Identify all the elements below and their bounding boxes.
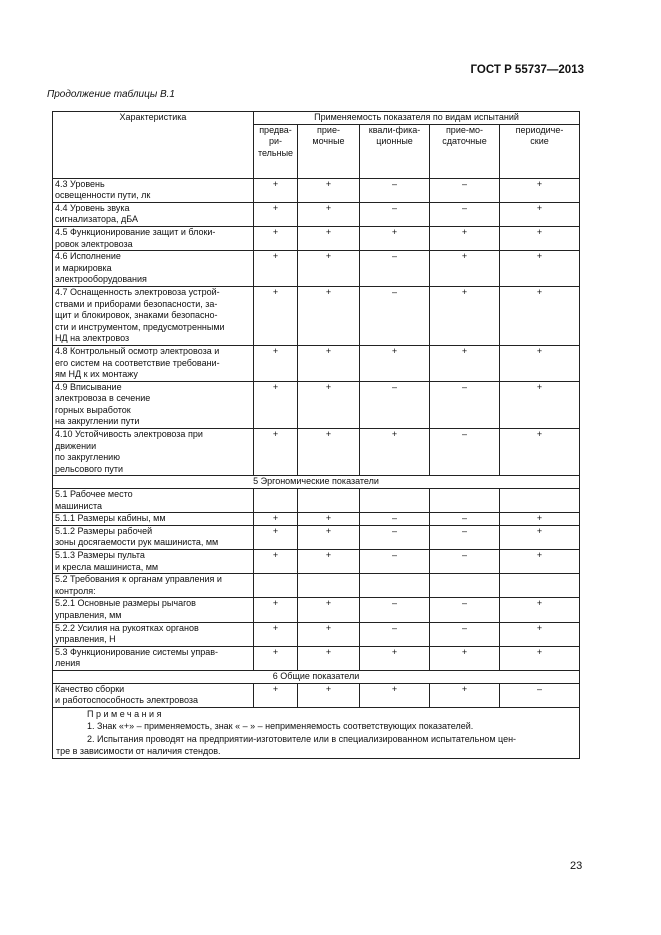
row-applicability-cell: – bbox=[430, 550, 500, 574]
table-row bbox=[53, 513, 580, 526]
row-applicability-cell: + bbox=[254, 251, 298, 287]
table-notes bbox=[53, 707, 580, 758]
row-applicability-cell: + bbox=[430, 683, 500, 707]
col-header-preliminary: предва- ри- тельные bbox=[254, 124, 298, 178]
row-applicability-cell bbox=[430, 574, 500, 598]
row-applicability-cell: + bbox=[360, 345, 430, 381]
row-applicability-cell: + bbox=[298, 622, 360, 646]
row-applicability-cell: + bbox=[500, 598, 580, 622]
row-applicability-cell: + bbox=[500, 251, 580, 287]
note-2-continued: тре в зависимости от наличия стендов. bbox=[56, 746, 221, 757]
row-applicability-cell: – bbox=[430, 202, 500, 226]
row-characteristic: 4.6 Исполнение и маркировка электрооборудования bbox=[53, 251, 254, 287]
row-applicability-cell: + bbox=[500, 429, 580, 476]
row-applicability-cell: + bbox=[298, 202, 360, 226]
notes-title: Примечания bbox=[87, 708, 164, 719]
row-applicability-cell: + bbox=[254, 286, 298, 345]
row-applicability-cell bbox=[500, 574, 580, 598]
row-applicability-cell: – bbox=[360, 178, 430, 202]
row-applicability-cell: – bbox=[360, 513, 430, 526]
table-row bbox=[53, 226, 580, 250]
row-applicability-cell: + bbox=[500, 513, 580, 526]
table-row bbox=[53, 598, 580, 622]
row-applicability-cell: + bbox=[254, 429, 298, 476]
row-characteristic: 4.4 Уровень звука сигнализатора, дБА bbox=[53, 202, 254, 226]
row-applicability-cell: + bbox=[360, 683, 430, 707]
row-characteristic: 5.1.3 Размеры пульта и кресла машиниста, мм bbox=[53, 550, 254, 574]
row-applicability-cell: + bbox=[430, 226, 500, 250]
row-characteristic: 5.2 Требования к органам управления и контроля: bbox=[53, 574, 254, 598]
row-applicability-cell: + bbox=[430, 251, 500, 287]
row-characteristic: 4.9 Вписывание электровоза в сечение горных выработок на закруглении пути bbox=[53, 381, 254, 428]
row-applicability-cell: + bbox=[500, 622, 580, 646]
row-applicability-cell: + bbox=[430, 646, 500, 670]
table-caption: Продолжение таблицы В.1 bbox=[47, 89, 175, 100]
row-characteristic: 5.1 Рабочее место машиниста bbox=[53, 489, 254, 513]
applicability-table bbox=[52, 111, 580, 759]
row-applicability-cell bbox=[298, 574, 360, 598]
row-applicability-cell bbox=[360, 574, 430, 598]
row-applicability-cell: – bbox=[360, 251, 430, 287]
row-applicability-cell: + bbox=[254, 345, 298, 381]
row-applicability-cell: + bbox=[254, 513, 298, 526]
row-applicability-cell: – bbox=[430, 525, 500, 549]
row-applicability-cell bbox=[254, 489, 298, 513]
row-applicability-cell: + bbox=[298, 429, 360, 476]
table-row bbox=[53, 251, 580, 287]
col-header-acceptance-delivery: прие-мо- сдаточные bbox=[430, 124, 500, 178]
row-applicability-cell bbox=[360, 489, 430, 513]
table-row bbox=[53, 646, 580, 670]
row-applicability-cell: + bbox=[298, 513, 360, 526]
row-applicability-cell: – bbox=[360, 622, 430, 646]
table-row bbox=[53, 286, 580, 345]
row-applicability-cell: + bbox=[298, 646, 360, 670]
row-applicability-cell: – bbox=[430, 622, 500, 646]
row-applicability-cell: – bbox=[430, 381, 500, 428]
table-row bbox=[53, 178, 580, 202]
row-applicability-cell: + bbox=[430, 345, 500, 381]
note-2: 2. Испытания проводят на предприятии-изготовителе или в специализированном испытательном цен- bbox=[87, 733, 517, 744]
row-applicability-cell: + bbox=[298, 525, 360, 549]
row-characteristic: Качество сборки и работоспособность электровоза bbox=[53, 683, 254, 707]
row-applicability-cell: + bbox=[298, 251, 360, 287]
section-heading: 6 Общие показатели bbox=[53, 670, 580, 683]
row-applicability-cell: + bbox=[360, 226, 430, 250]
row-applicability-cell: + bbox=[430, 286, 500, 345]
row-applicability-cell: – bbox=[360, 286, 430, 345]
notes-row bbox=[53, 707, 580, 758]
row-characteristic: 4.7 Оснащенность электровоза устрой- ствами и приборами безопасности, за- щит и блокировок, знаками безопасно- сти и инструментом, предусмотренными НД на электровоз bbox=[53, 286, 254, 345]
row-characteristic: 5.1.1 Размеры кабины, мм bbox=[53, 513, 254, 526]
row-applicability-cell bbox=[500, 489, 580, 513]
table-row bbox=[53, 489, 580, 513]
table-row bbox=[53, 550, 580, 574]
row-applicability-cell: + bbox=[254, 525, 298, 549]
row-applicability-cell: + bbox=[500, 202, 580, 226]
table-row bbox=[53, 429, 580, 476]
row-applicability-cell: + bbox=[298, 226, 360, 250]
row-applicability-cell: – bbox=[430, 178, 500, 202]
row-applicability-cell: + bbox=[360, 429, 430, 476]
row-characteristic: 5.1.2 Размеры рабочей зоны досягаемости рук машиниста, мм bbox=[53, 525, 254, 549]
page-number: 23 bbox=[570, 860, 583, 872]
row-applicability-cell bbox=[298, 489, 360, 513]
row-characteristic: 4.3 Уровень освещенности пути, лк bbox=[53, 178, 254, 202]
section-row bbox=[53, 476, 580, 489]
row-applicability-cell: + bbox=[500, 178, 580, 202]
row-applicability-cell: + bbox=[298, 345, 360, 381]
row-applicability-cell: – bbox=[360, 598, 430, 622]
row-applicability-cell: – bbox=[360, 550, 430, 574]
row-applicability-cell bbox=[254, 574, 298, 598]
row-applicability-cell: + bbox=[254, 381, 298, 428]
row-applicability-cell: + bbox=[360, 646, 430, 670]
col-header-qualification: квали-фика- ционные bbox=[360, 124, 430, 178]
row-characteristic: 4.8 Контрольный осмотр электровоза и его систем на соответствие требовани- ям НД к их монтажу bbox=[53, 345, 254, 381]
row-applicability-cell: – bbox=[430, 429, 500, 476]
col-header-applicability: Применяемость показателя по видам испытаний bbox=[254, 112, 580, 125]
row-applicability-cell: – bbox=[360, 525, 430, 549]
row-applicability-cell: + bbox=[500, 646, 580, 670]
row-characteristic: 5.2.1 Основные размеры рычагов управления, мм bbox=[53, 598, 254, 622]
row-applicability-cell: + bbox=[254, 178, 298, 202]
table-row bbox=[53, 622, 580, 646]
row-applicability-cell: + bbox=[298, 286, 360, 345]
row-applicability-cell: – bbox=[430, 598, 500, 622]
row-characteristic: 5.3 Функционирование системы управ- ления bbox=[53, 646, 254, 670]
section-heading: 5 Эргономические показатели bbox=[53, 476, 580, 489]
row-applicability-cell: + bbox=[254, 646, 298, 670]
row-applicability-cell: + bbox=[298, 598, 360, 622]
row-applicability-cell: + bbox=[254, 598, 298, 622]
table-row bbox=[53, 525, 580, 549]
table-row bbox=[53, 381, 580, 428]
row-characteristic: 4.10 Устойчивость электровоза при движении по закруглению рельсового пути bbox=[53, 429, 254, 476]
row-applicability-cell: – bbox=[430, 513, 500, 526]
row-applicability-cell: – bbox=[360, 381, 430, 428]
row-characteristic: 5.2.2 Усилия на рукоятках органов управления, Н bbox=[53, 622, 254, 646]
row-characteristic: 4.5 Функционирование защит и блоки- ровок электровоза bbox=[53, 226, 254, 250]
row-applicability-cell: – bbox=[360, 202, 430, 226]
row-applicability-cell: + bbox=[500, 286, 580, 345]
row-applicability-cell: + bbox=[298, 381, 360, 428]
col-header-characteristic: Характеристика bbox=[53, 112, 254, 179]
standard-number: ГОСТ Р 55737—2013 bbox=[470, 64, 584, 76]
table-row bbox=[53, 574, 580, 598]
row-applicability-cell bbox=[430, 489, 500, 513]
row-applicability-cell: + bbox=[254, 550, 298, 574]
table-row bbox=[53, 345, 580, 381]
row-applicability-cell: + bbox=[298, 683, 360, 707]
row-applicability-cell: + bbox=[254, 683, 298, 707]
row-applicability-cell: + bbox=[298, 178, 360, 202]
row-applicability-cell: – bbox=[500, 683, 580, 707]
row-applicability-cell: + bbox=[500, 550, 580, 574]
section-row bbox=[53, 670, 580, 683]
row-applicability-cell: + bbox=[298, 550, 360, 574]
row-applicability-cell: + bbox=[254, 622, 298, 646]
row-applicability-cell: + bbox=[254, 226, 298, 250]
row-applicability-cell: + bbox=[500, 381, 580, 428]
col-header-acceptance: прие- мочные bbox=[298, 124, 360, 178]
col-header-periodic: периодиче- ские bbox=[500, 124, 580, 178]
table-row bbox=[53, 683, 580, 707]
row-applicability-cell: + bbox=[254, 202, 298, 226]
row-applicability-cell: + bbox=[500, 226, 580, 250]
table-row bbox=[53, 202, 580, 226]
row-applicability-cell: + bbox=[500, 525, 580, 549]
row-applicability-cell: + bbox=[500, 345, 580, 381]
note-1: 1. Знак «+» – применяемость, знак « – » – неприменяемость соответствующих показателей. bbox=[87, 721, 474, 732]
